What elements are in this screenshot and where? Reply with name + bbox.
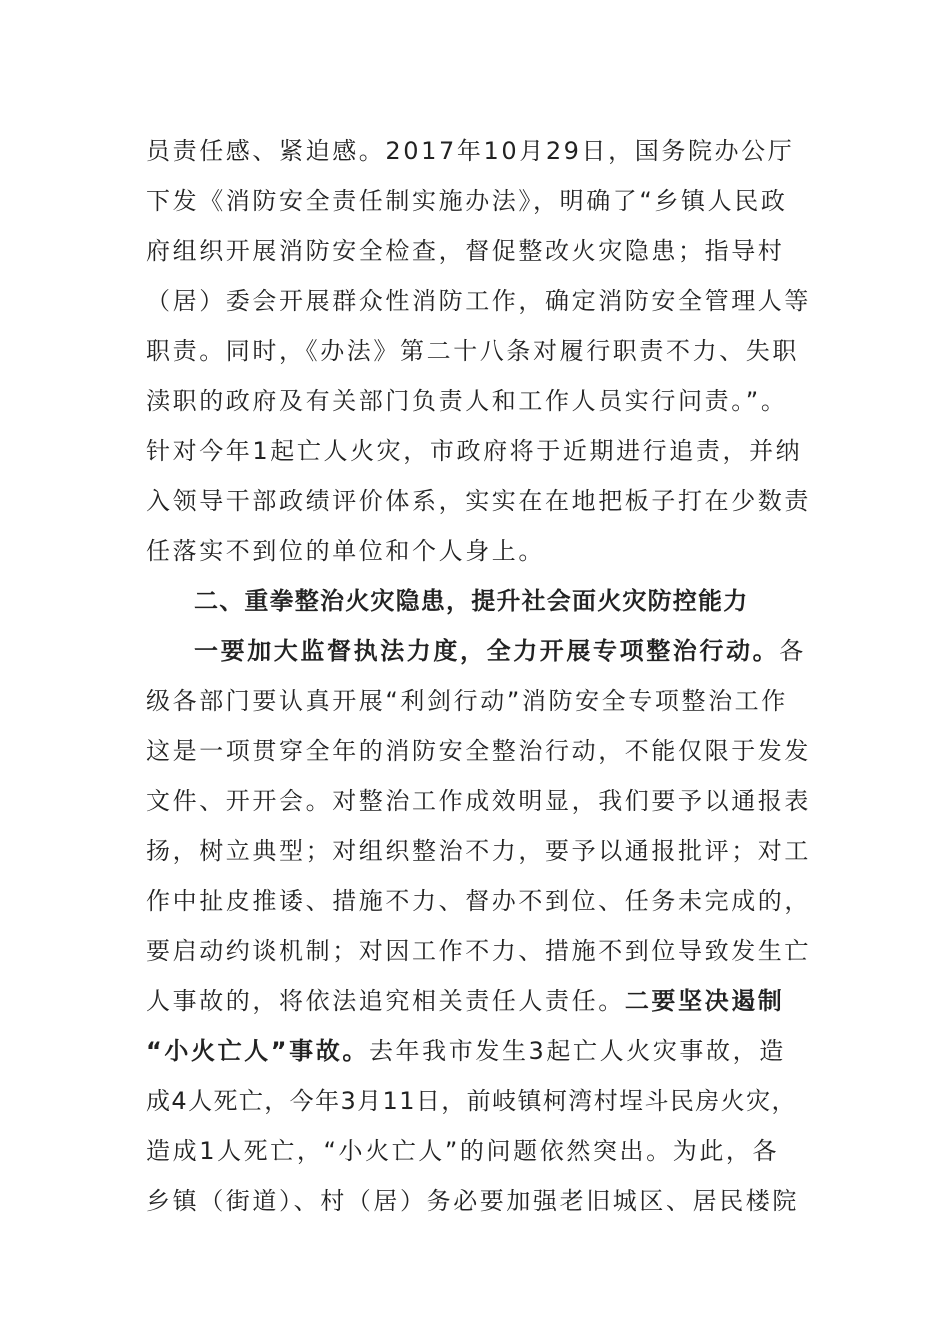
paragraph-line: 针对今年1起亡人火灾，市政府将于近期进行追责，并纳 xyxy=(146,437,803,465)
paragraph-line: 入领导干部政绩评价体系，实实在在地把板子打在少数责 xyxy=(146,487,811,515)
paragraph-line: 要启动约谈机制；对因工作不力、措施不到位导致发生亡 xyxy=(146,937,811,965)
text-run: 各 xyxy=(779,637,806,665)
text-run: 去年我市发生3起亡人火灾事故，造 xyxy=(368,1037,786,1065)
paragraph-line xyxy=(194,633,816,669)
paragraph-line: 乡镇（街道）、村（居）务必要加强老旧城区、居民楼院 xyxy=(146,1187,799,1215)
paragraph-line xyxy=(146,1033,816,1069)
paragraph-line: 级各部门要认真开展“利剑行动”消防安全专项整治工作 xyxy=(146,687,788,715)
paragraph-line: 扬，树立典型；对组织整治不力，要予以通报批评；对工 xyxy=(146,837,811,865)
text-run: 人事故的，将依法追究相关责任人责任。 xyxy=(146,987,625,1015)
paragraph-line: 文件、开开会。对整治工作成效明显，我们要予以通报表 xyxy=(146,787,811,815)
paragraph-line: 员责任感、紧迫感。2017年10月29日，国务院办公厅 xyxy=(146,137,795,165)
bold-lead: 二要坚决遏制 xyxy=(624,987,785,1015)
paragraph-line: （居）委会开展群众性消防工作，确定消防安全管理人等 xyxy=(146,287,811,315)
paragraph-line: 渎职的政府及有关部门负责人和工作人员实行问责。”。 xyxy=(146,387,788,415)
paragraph-line: 府组织开展消防安全检查，督促整改火灾隐患；指导村 xyxy=(146,237,785,265)
paragraph-line: 作中扯皮推诿、措施不力、督办不到位、任务未完成的， xyxy=(146,887,811,915)
paragraph-line xyxy=(146,983,816,1019)
paragraph-line: 下发《消防安全责任制实施办法》，明确了“乡镇人民政 xyxy=(146,187,788,215)
paragraph-line: 职责。同时，《办法》第二十八条对履行职责不力、失职 xyxy=(146,337,799,365)
paragraph-line: 这是一项贯穿全年的消防安全整治行动，不能仅限于发发 xyxy=(146,737,811,765)
paragraph-line: 成4人死亡，今年3月11日，前岐镇柯湾村埕斗民房火灾， xyxy=(146,1087,797,1115)
bold-lead: 一要加大监督执法力度，全力开展专项整治行动。 xyxy=(194,637,780,665)
bold-lead: “小火亡人”事故。 xyxy=(146,1037,369,1065)
paragraph-line: 任落实不到位的单位和个人身上。 xyxy=(146,537,545,565)
section-heading: 二、重拳整治火灾隐患，提升社会面火灾防控能力 xyxy=(194,587,749,615)
paragraph-line: 造成1人死亡，“小火亡人”的问题依然突出。为此，各 xyxy=(146,1137,780,1165)
